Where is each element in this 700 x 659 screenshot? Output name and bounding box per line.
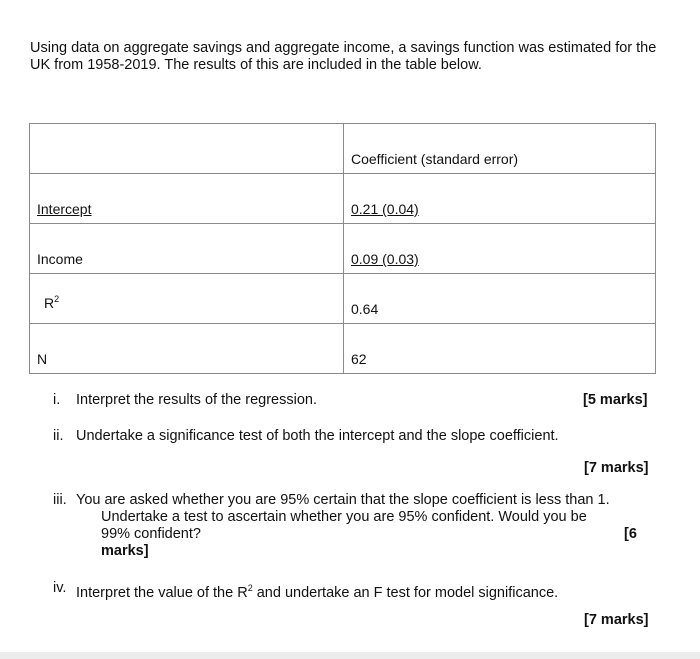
row-value-cell (344, 324, 656, 374)
question-text-line1: You are asked whether you are 95% certain that the slope coefficient is less than 1. (76, 492, 610, 508)
row-label-cell (30, 274, 344, 324)
question-marks: [7 marks] (584, 460, 649, 476)
row-label: Income (37, 251, 83, 267)
row-label: $R^2$ (44, 294, 60, 311)
table-row (30, 174, 656, 224)
question-text-line3: 99% confident? (101, 526, 201, 542)
intro-paragraph: Using data on aggregate savings and aggregate income, a savings function was estimated for the UK from 1958-2019. The results of this are included in the table below. (30, 40, 657, 73)
table-header-row (30, 124, 656, 174)
question-number: ii. (53, 428, 64, 444)
row-value: 0.64 (351, 301, 379, 317)
question-marks-part1: [6 (624, 526, 637, 542)
question-number: i. (53, 392, 61, 408)
row-value: 62 (351, 351, 367, 367)
question-marks: [7 marks] (584, 612, 649, 628)
superscript: 2 (247, 583, 253, 593)
question-number: iv. (53, 580, 67, 596)
regression-table (29, 123, 656, 374)
question-marks-part2: marks] (101, 543, 149, 559)
question-number: iii. (53, 492, 67, 508)
superscript: 2 (54, 294, 60, 305)
row-value: 0.21 (0.04) (351, 201, 419, 217)
question-text: Interpret the value of the $R^2$ and undertake an F test for model significance. (76, 583, 559, 601)
table-row (30, 274, 656, 324)
row-label: Intercept (37, 201, 92, 217)
question-text: Interpret the results of the regression. (76, 392, 317, 408)
row-value-cell (344, 274, 656, 324)
question-text-line2: Undertake a test to ascertain whether you are 95% confident. Would you be (101, 509, 587, 525)
row-label: N (37, 351, 48, 367)
row-value-cell (344, 224, 656, 274)
question-marks: [5 marks] (583, 392, 648, 408)
row-label-cell (30, 324, 344, 374)
row-value: 0.09 (0.03) (351, 251, 419, 267)
table-header-cell (344, 124, 656, 174)
bottom-bar (0, 652, 700, 659)
coefficient-header: Coefficient (standard error) (351, 151, 519, 167)
row-label-cell (30, 174, 344, 224)
table-header-cell-empty (30, 124, 344, 174)
row-value-cell (344, 174, 656, 224)
table-row (30, 324, 656, 374)
row-label-cell (30, 224, 344, 274)
table-row (30, 224, 656, 274)
question-text: Undertake a significance test of both the intercept and the slope coefficient. (76, 428, 559, 444)
